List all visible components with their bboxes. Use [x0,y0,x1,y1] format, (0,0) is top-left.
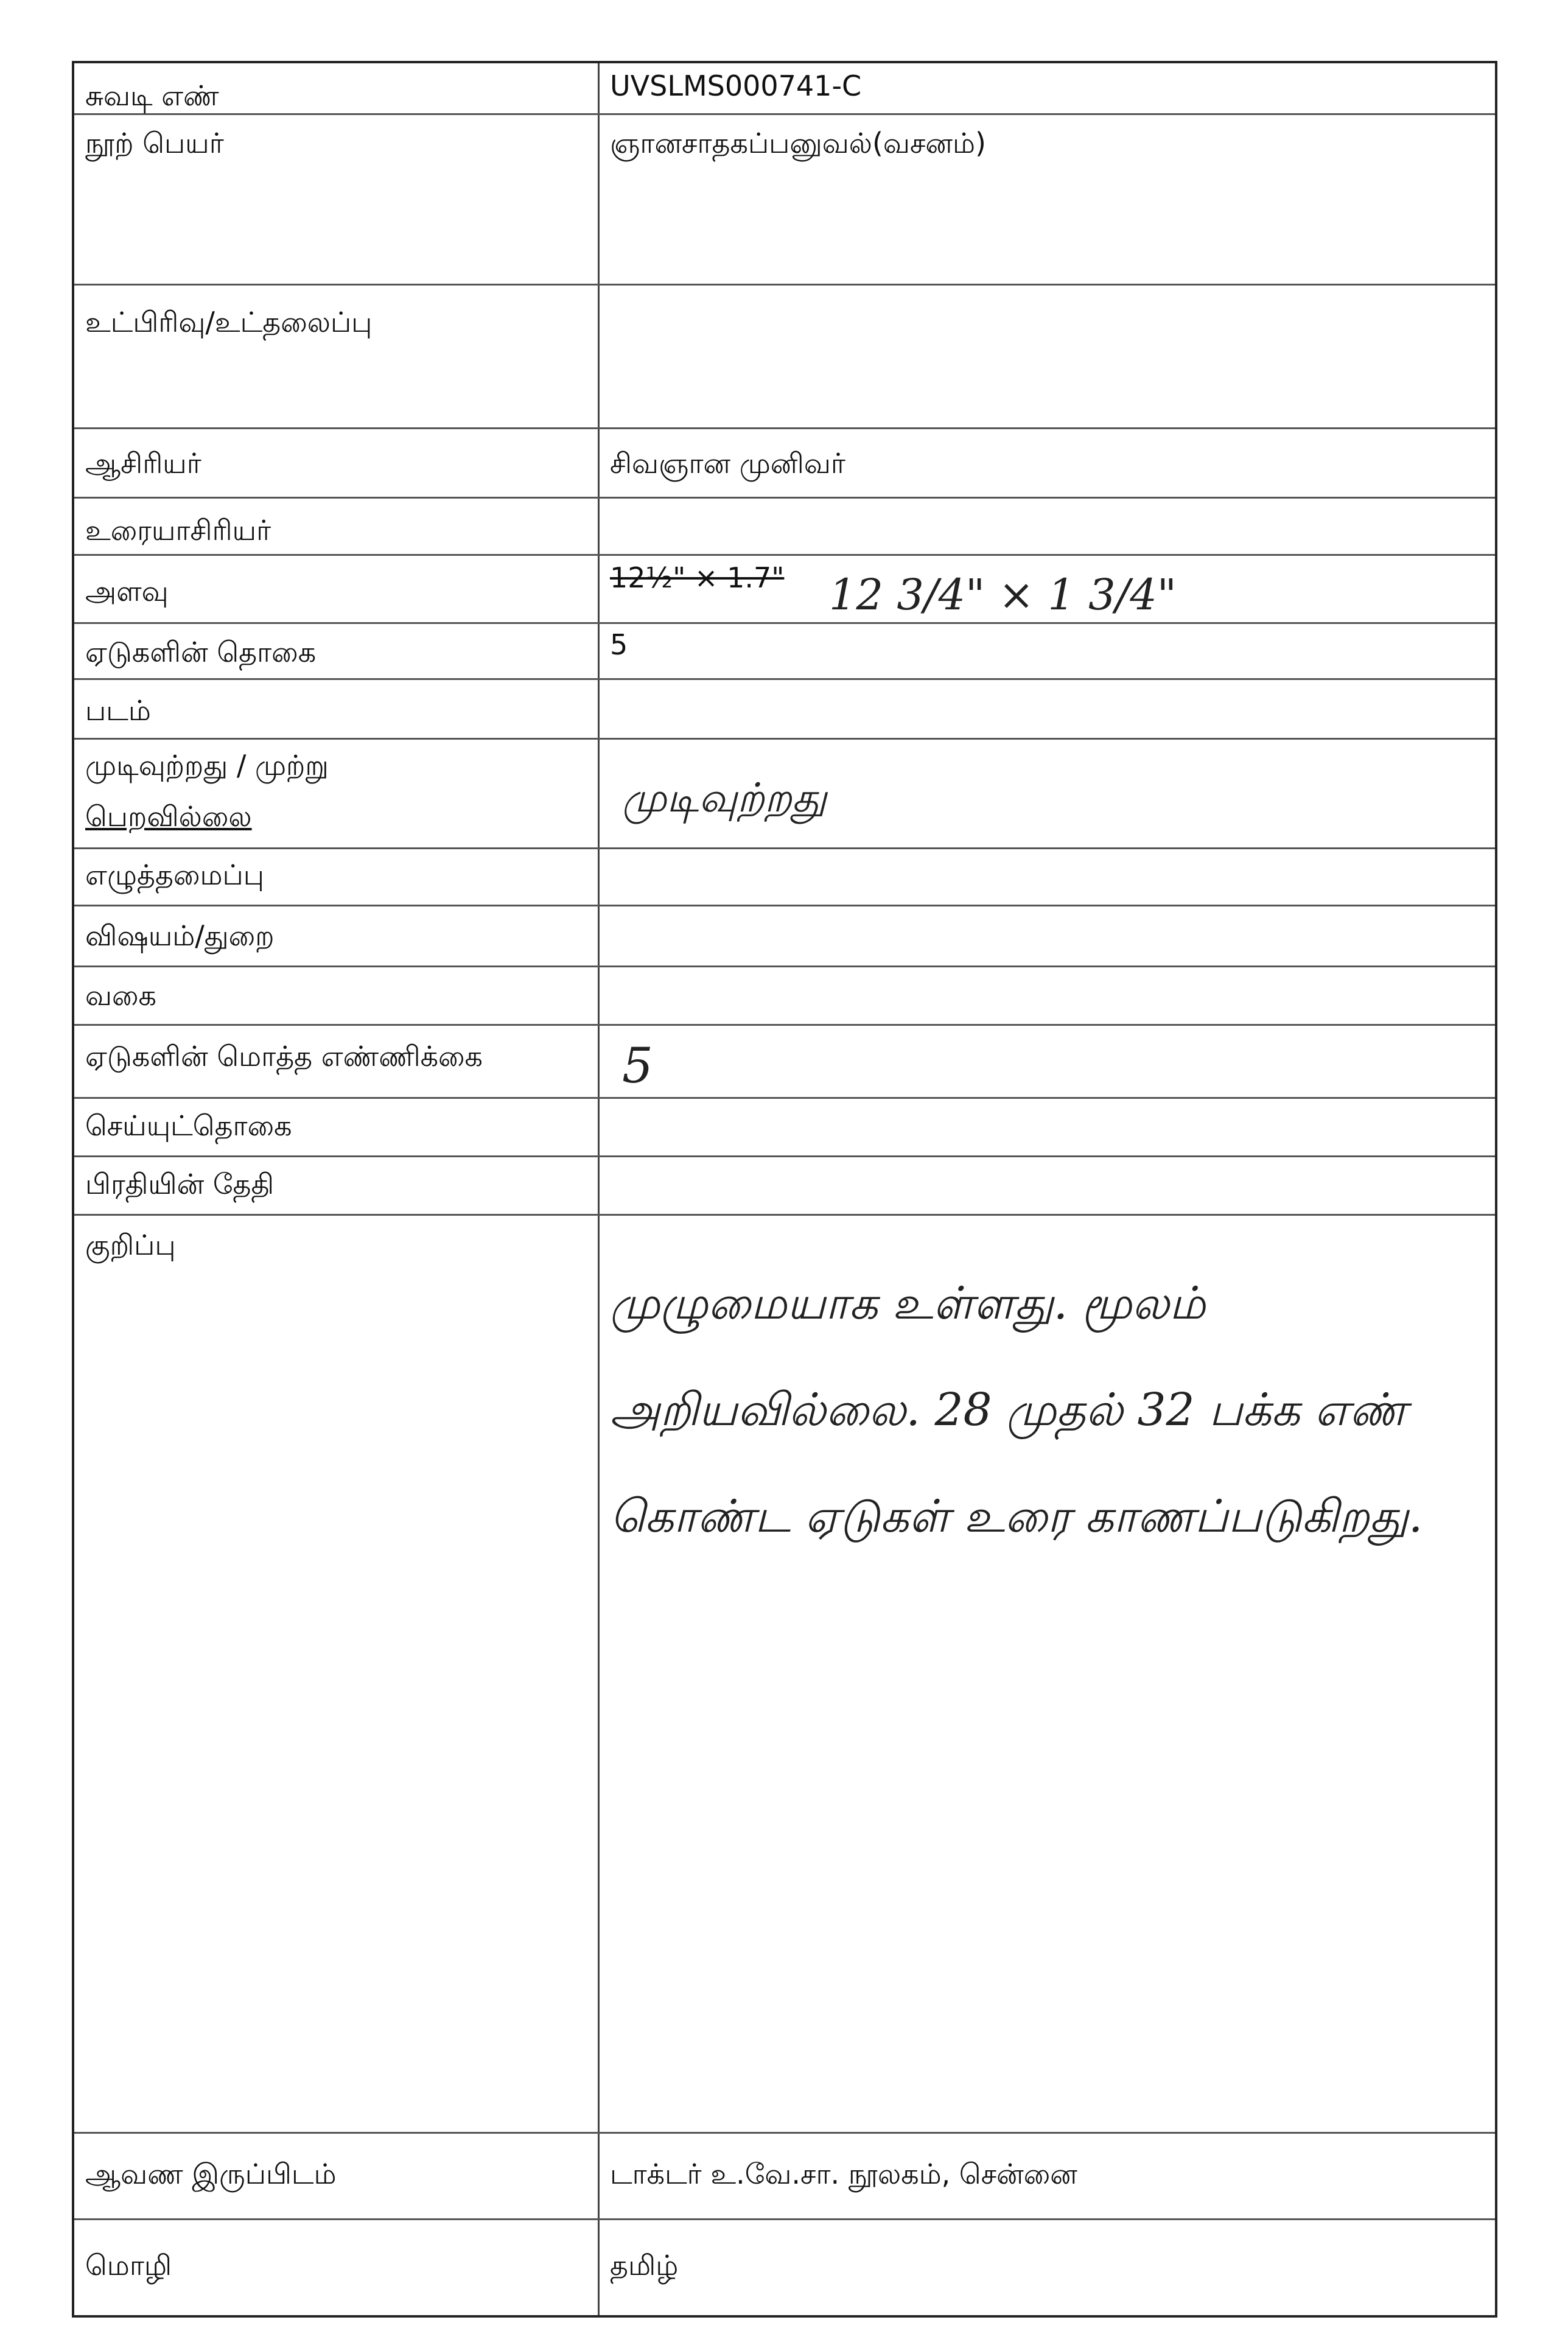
label-title: நூற் பெயர் [85,127,224,159]
value-title: ஞானசாதகப்பனுவல்(வசனம்) [610,127,986,159]
label-manuscript-no: சுவடி எண் [85,79,219,112]
metadata-sheet [72,61,1497,2318]
value-repository: டாக்டர் உ.வே.சா. நூலகம், சென்னை [610,2157,1077,2190]
label-script: எழுத்தமைப்பு [85,858,264,891]
row-divider [74,1155,1495,1157]
label-size: அளவு [85,575,169,608]
value-language: தமிழ் [610,2249,679,2282]
label-subject: விஷயம்/துறை [85,919,275,952]
column-divider [598,63,600,2315]
label-language: மொழி [85,2249,172,2282]
row-divider [74,427,1495,429]
label-subdivision: உட்பிரிவு/உட்தலைப்பு [85,306,373,338]
row-divider [74,1214,1495,1216]
label-illustration: படம் [85,694,151,727]
row-divider [74,622,1495,624]
label-repository: ஆவண இருப்பிடம் [85,2157,337,2190]
label-completion-line1: முடிவுற்றது / முற்று [85,749,329,782]
row-divider [74,905,1495,906]
row-divider [74,678,1495,680]
label-author: ஆசிரியர் [85,447,201,480]
value-author: சிவஞான முனிவர் [610,447,845,480]
row-divider [74,284,1495,286]
row-divider [74,738,1495,740]
value-size-handwritten: 12 3/4" × 1 3/4" [829,570,1177,620]
row-divider [74,1097,1495,1099]
row-divider [74,554,1495,556]
value-manuscript-no: UVSLMS000741-C [610,69,862,102]
label-completion-line2: பெறவில்லை [85,800,252,833]
row-divider [74,2218,1495,2220]
row-divider [74,2132,1495,2134]
value-notes-handwritten: முழுமையாக உள்ளது. மூலம் அறியவில்லை. 28 முதல் 32 பக்க எண் கொண்ட ஏடுகள் உரை காணப்படுகிறது. [610,1277,1423,1543]
value-size-struck: 12½" × 1.7" [610,561,785,594]
row-divider [74,847,1495,849]
value-leaves-count-handwritten: 5 [622,1037,653,1094]
value-leaves-total: 5 [610,628,628,661]
row-divider [74,113,1495,115]
label-type: வகை [85,979,156,1012]
row-divider [74,1024,1495,1026]
label-copy-date: பிரதியின் தேதி [85,1168,275,1200]
label-leaves-total: ஏடுகளின் தொகை [85,636,317,668]
value-completion-handwritten: முடிவுற்றது [622,774,827,821]
row-divider [74,497,1495,499]
label-verse-total: செய்யுட்தொகை [85,1109,292,1142]
label-notes: குறிப்பு [85,1228,176,1261]
label-commentator: உரையாசிரியர் [85,514,271,547]
label-leaves-count: ஏடுகளின் மொத்த எண்ணிக்கை [85,1040,483,1073]
row-divider [74,965,1495,967]
